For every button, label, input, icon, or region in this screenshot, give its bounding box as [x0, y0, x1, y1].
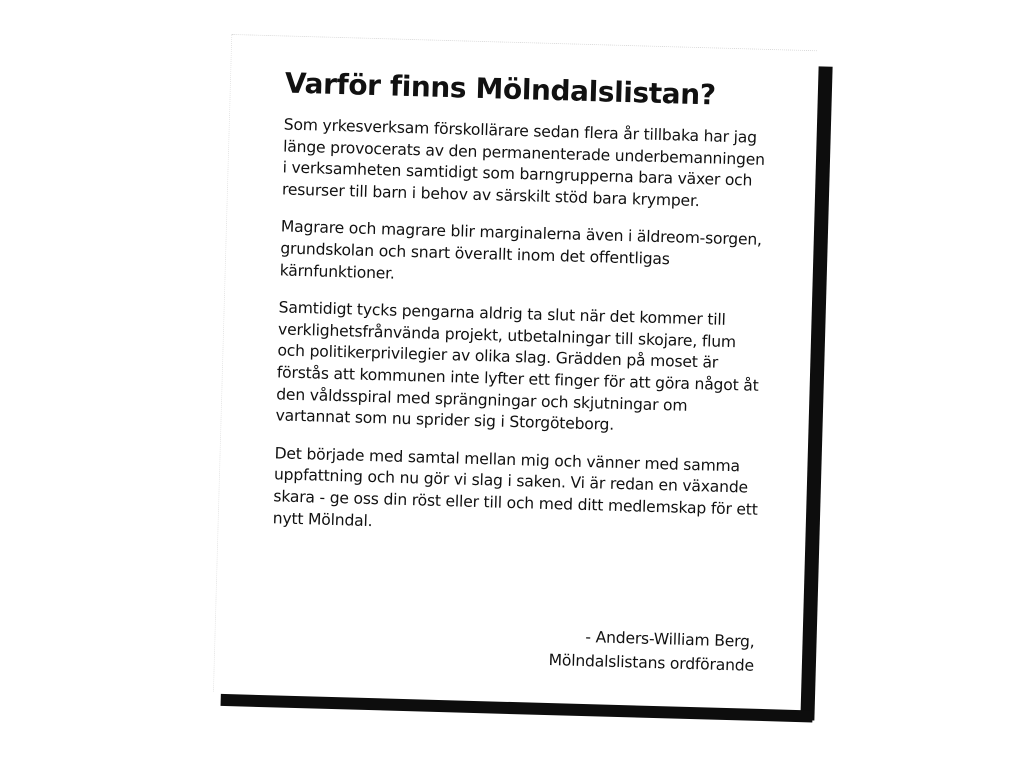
- document-body: [272, 66, 771, 558]
- signature-name: - Anders-William Berg,: [585, 628, 755, 651]
- signature-role: Mölndalslistans ordförande: [548, 651, 755, 675]
- document-title: Varför finns Mölndalslistan?: [284, 66, 717, 112]
- document-page: [213, 34, 817, 708]
- signature-block: [548, 624, 755, 678]
- paragraph-2: Magrare och magrare blir marginalerna även i äldreom-sorgen, grundskolan och snart överallt inom det offentligas kärnfunktioner.: [279, 217, 763, 283]
- paragraph-3: Samtidigt tycks pengarna aldrig ta slut när det kommer till verklighetsfrånvända projekt, utbetalningar till skojare, flum och politikerprivilegier av olika slag. Grädden på moset är förstås att kommunen inte lyfter ett finger för att göra något åt den våldsspiral med sprängningar och skjutningar om vartannat som nu sprider sig i Storgöteborg.: [275, 298, 759, 434]
- paragraph-1: Som yrkesverksam förskollärare sedan flera år tillbaka har jag länge provocerats av den permanenterade underbemanningen i verksamheten samtidigt som barngrupperna bara växer och resurser till barn i behov av särskilt stöd bara krymper.: [281, 115, 766, 210]
- paper-sheet: [213, 34, 817, 708]
- paragraph-4: Det började med samtal mellan mig och vänner med samma uppfattning och nu gör vi slag i saken. Vi är redan en växande skara - ge oss din röst eller till och med ditt medlemskap för ett nytt Mölndal.: [272, 444, 758, 530]
